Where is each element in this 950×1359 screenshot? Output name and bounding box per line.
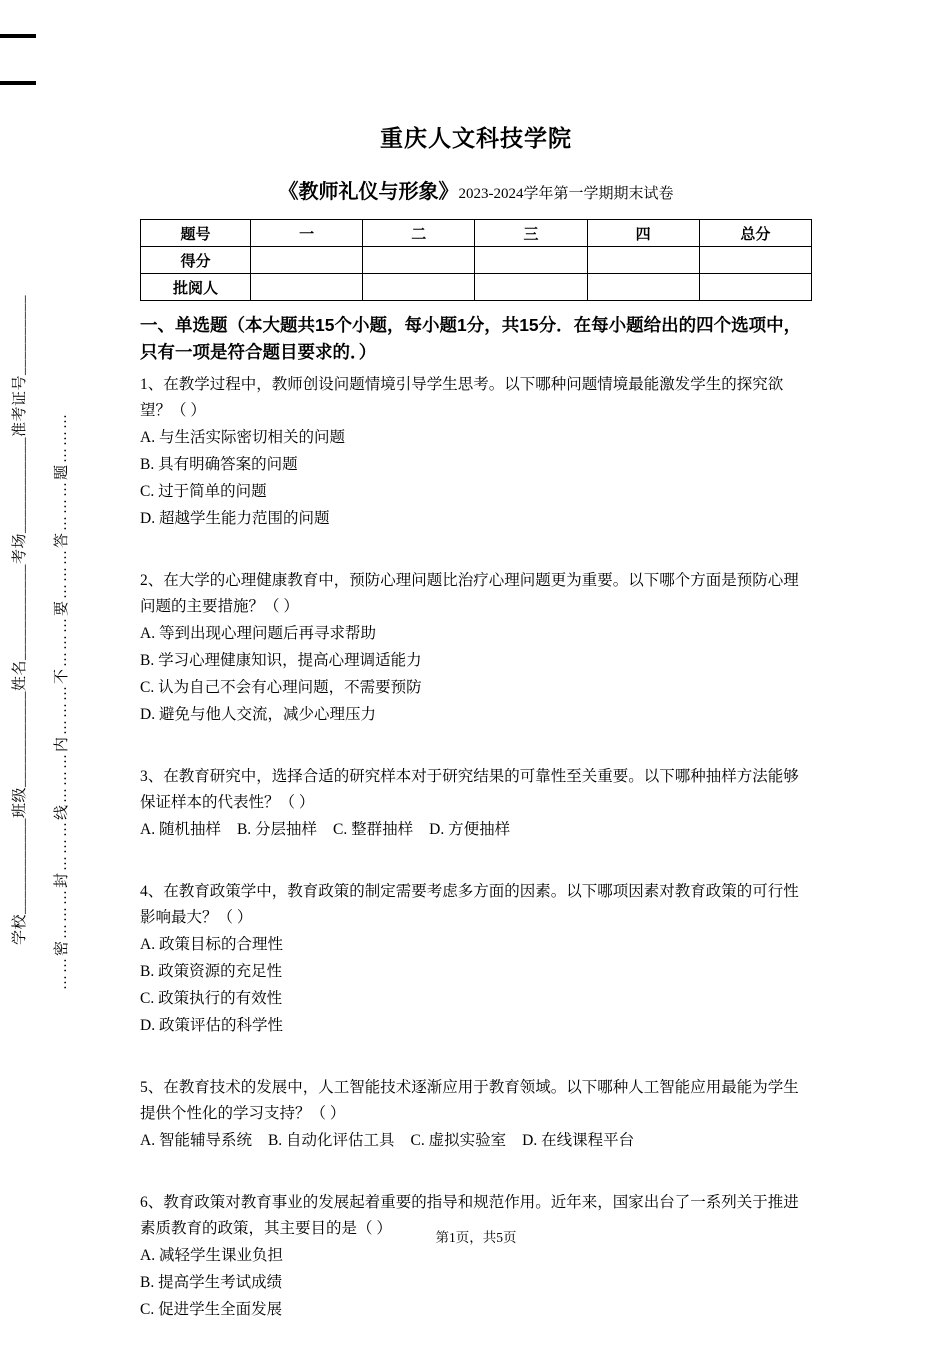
answer-option: C. 促进学生全面发展 bbox=[140, 1301, 283, 1318]
score-cell-empty bbox=[699, 274, 811, 301]
question-options bbox=[140, 816, 812, 843]
question-stem: 5、在教育技术的发展中，人工智能技术逐渐应用于教育领域。以下哪种人工智能应用最能为学生提供个性化的学习支持？（ ） bbox=[140, 1079, 799, 1122]
course-name: 《教师礼仪与形象》 bbox=[278, 181, 459, 203]
term-label: 2023-2024学年第一学期期末试卷 bbox=[458, 186, 674, 202]
corner-mark-bottom bbox=[0, 81, 36, 85]
question-stem: 6、教育政策对教育事业的发展起着重要的指导和规范作用。近年来，国家出台了一系列关于推进素质教育的政策，其主要目的是（ ） bbox=[140, 1194, 799, 1237]
question-block bbox=[140, 1190, 812, 1323]
score-table-row-label: 得分 bbox=[141, 247, 251, 274]
score-table-row bbox=[141, 247, 812, 274]
score-table-header-cell: 总分 bbox=[699, 220, 811, 247]
page-footer: 第1页，共5页 bbox=[435, 1230, 517, 1245]
score-cell-empty bbox=[251, 274, 363, 301]
answer-option: B. 分层抽样 bbox=[236, 821, 318, 838]
seal-student-info-labels: 学校____________班级____________姓名____________考场____________准考证号__________ bbox=[12, 294, 28, 945]
score-table-row bbox=[141, 274, 812, 301]
question-options bbox=[140, 1127, 812, 1154]
school-title: 重庆人文科技学院 bbox=[380, 125, 572, 151]
score-table-header-cell: 四 bbox=[587, 220, 699, 247]
answer-option: B. 具有明确答案的问题 bbox=[140, 456, 298, 473]
question-options bbox=[140, 931, 812, 1039]
score-table-header-cell: 二 bbox=[363, 220, 475, 247]
score-cell-empty bbox=[587, 274, 699, 301]
score-cell-empty bbox=[363, 247, 475, 274]
question-stem: 3、在教育研究中，选择合适的研究样本对于研究结果的可靠性至关重要。以下哪种抽样方法能够保证样本的代表性？（ ） bbox=[140, 768, 799, 811]
answer-option: C. 虚拟实验室 bbox=[410, 1132, 507, 1149]
answer-option: A. 随机抽样 bbox=[140, 821, 221, 838]
score-table-header-cell: 三 bbox=[475, 220, 587, 247]
answer-option: D. 方便抽样 bbox=[429, 821, 511, 838]
answer-option: D. 避免与他人交流，减少心理压力 bbox=[140, 706, 376, 723]
question-options bbox=[140, 424, 812, 532]
answer-option: D. 超越学生能力范围的问题 bbox=[140, 510, 330, 527]
score-table-header-cell: 一 bbox=[251, 220, 363, 247]
question-block bbox=[140, 764, 812, 843]
answer-option: B. 学习心理健康知识，提高心理调适能力 bbox=[140, 652, 422, 669]
score-cell-empty bbox=[699, 247, 811, 274]
score-cell-empty bbox=[475, 247, 587, 274]
exam-title bbox=[140, 175, 812, 204]
corner-mark-top bbox=[0, 34, 36, 38]
score-cell-empty bbox=[251, 247, 363, 274]
score-table-header-row bbox=[141, 220, 812, 247]
answer-option: A. 等到出现心理问题后再寻求帮助 bbox=[140, 625, 376, 642]
question-stem: 2、在大学的心理健康教育中，预防心理问题比治疗心理问题更为重要。以下哪个方面是预防心理问题的主要措施？（ ） bbox=[140, 572, 799, 615]
answer-option: D. 在线课程平台 bbox=[522, 1132, 635, 1149]
question-stem: 1、在教学过程中，教师创设问题情境引导学生思考。以下哪种问题情境最能激发学生的探究欲望？（ ） bbox=[140, 376, 784, 419]
seal-line-text: ……密………封………线………内………不………要………答………题……… bbox=[54, 411, 70, 990]
score-cell-empty bbox=[587, 247, 699, 274]
question-block bbox=[140, 879, 812, 1039]
question-block bbox=[140, 1075, 812, 1154]
score-table-header-cell: 题号 bbox=[141, 220, 251, 247]
answer-option: C. 过于简单的问题 bbox=[140, 483, 267, 500]
score-cell-empty bbox=[475, 274, 587, 301]
question-list bbox=[140, 372, 812, 1323]
question-block bbox=[140, 568, 812, 728]
score-table bbox=[140, 219, 812, 301]
answer-option: B. 提高学生考试成绩 bbox=[140, 1274, 283, 1291]
answer-option: A. 智能辅导系统 bbox=[140, 1132, 252, 1149]
answer-option: D. 政策评估的科学性 bbox=[140, 1017, 283, 1034]
answer-option: B. 自动化评估工具 bbox=[267, 1132, 395, 1149]
answer-option: C. 认为自己不会有心理问题，不需要预防 bbox=[140, 679, 422, 696]
question-stem: 4、在教育政策学中，教育政策的制定需要考虑多方面的因素。以下哪项因素对教育政策的可行性影响最大？（ ） bbox=[140, 883, 799, 926]
score-cell-empty bbox=[363, 274, 475, 301]
section-title: 一、单选题（本大题共15个小题，每小题1分，共15分．在每小题给出的四个选项中，只有一项是符合题目要求的．） bbox=[140, 315, 802, 362]
question-options bbox=[140, 620, 812, 728]
score-table-row-label: 批阅人 bbox=[141, 274, 251, 301]
question-options bbox=[140, 1242, 812, 1323]
answer-option: C. 整群抽样 bbox=[333, 821, 414, 838]
question-block bbox=[140, 372, 812, 532]
answer-option: B. 政策资源的充足性 bbox=[140, 963, 283, 980]
answer-option: A. 与生活实际密切相关的问题 bbox=[140, 429, 345, 446]
answer-option: A. 减轻学生课业负担 bbox=[140, 1247, 283, 1264]
exam-content bbox=[140, 0, 812, 1359]
answer-option: A. 政策目标的合理性 bbox=[140, 936, 283, 953]
answer-option: C. 政策执行的有效性 bbox=[140, 990, 283, 1007]
